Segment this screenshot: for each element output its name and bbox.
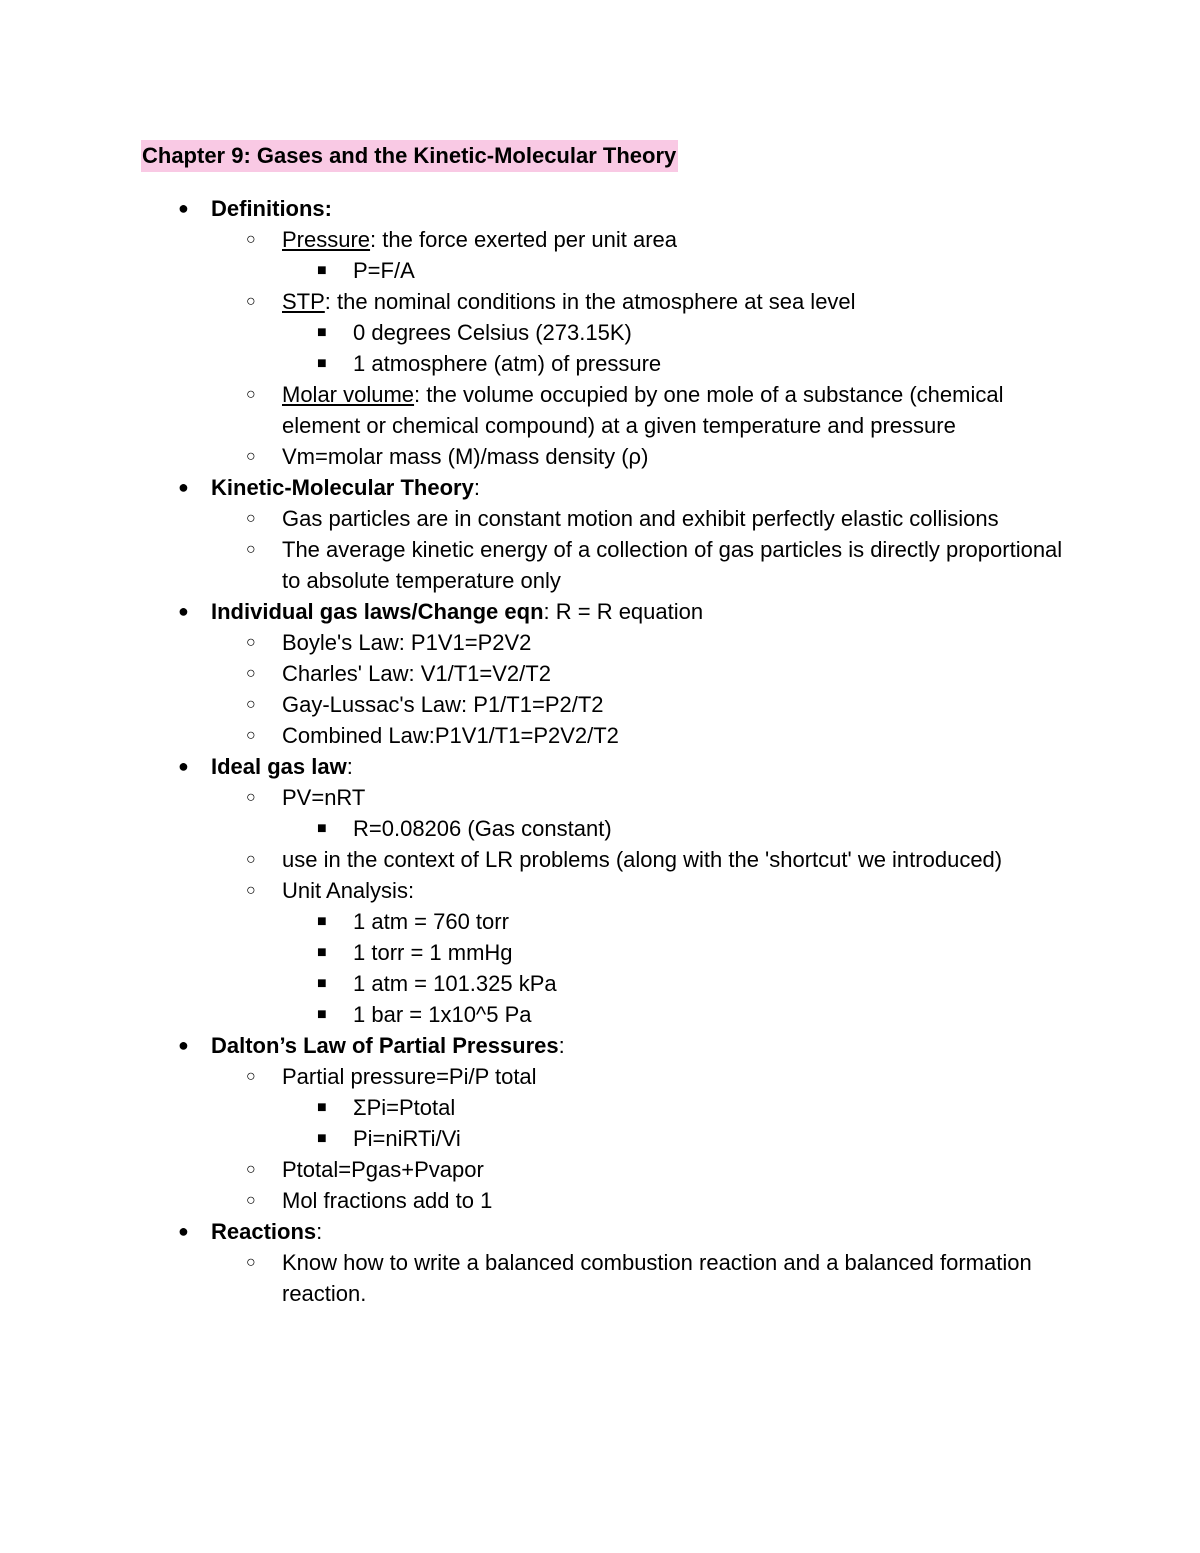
circle-bullet-icon: ○: [246, 386, 256, 403]
list-item: [0, 720, 1072, 751]
list-item: [0, 751, 1091, 782]
item-text: Mol fractions add to 1: [282, 1188, 493, 1213]
term: STP: [282, 289, 325, 314]
circle-bullet-icon: ○: [246, 696, 256, 713]
item-text: 1 atm = 760 torr: [353, 909, 509, 934]
bullet-icon: ●: [178, 601, 189, 621]
list-item: [0, 1247, 1072, 1309]
item-text: The average kinetic energy of a collection of gas particles is directly proportional to absolute temperature only: [282, 537, 1063, 593]
bullet-icon: ●: [178, 756, 189, 776]
heading-suffix: : R = R equation: [543, 599, 704, 624]
item-text: Partial pressure=Pi/P total: [282, 1064, 537, 1089]
list-item: [0, 1185, 1072, 1216]
list-item: [0, 534, 1072, 596]
list-item: [0, 1154, 1072, 1185]
circle-bullet-icon: ○: [246, 727, 256, 744]
item-text: Know how to write a balanced combustion reaction and a balanced formation reaction.: [282, 1250, 1032, 1306]
bullet-icon: ●: [178, 1035, 189, 1055]
list-item: [0, 1061, 1072, 1092]
circle-bullet-icon: ○: [246, 665, 256, 682]
section-heading: Ideal gas law: [211, 754, 347, 779]
formula-text: Ptotal=Pgas+Pvapor: [282, 1157, 484, 1182]
list-item: [0, 286, 1072, 317]
bullet-icon: ●: [178, 1221, 189, 1241]
item-text: 1 atm = 101.325 kPa: [353, 971, 557, 996]
list-item: [0, 689, 1072, 720]
list-item: [0, 968, 1073, 999]
section-heading: Kinetic-Molecular Theory: [211, 475, 474, 500]
definition-text: : the volume occupied by one mole of a substance (chemical element or chemical compound) at a given temperature and pressure: [282, 382, 1004, 438]
list-item: [0, 844, 1072, 875]
item-text: 1 torr = 1 mmHg: [353, 940, 513, 965]
page-title: Chapter 9: Gases and the Kinetic-Molecular Theory: [141, 140, 678, 172]
item-text: Combined Law:P1V1/T1=P2V2/T2: [282, 723, 619, 748]
square-bullet-icon: ■: [317, 1099, 327, 1116]
item-text: 1 bar = 1x10^5 Pa: [353, 1002, 532, 1027]
list-item: [0, 379, 1072, 441]
item-text: 0 degrees Celsius (273.15K): [353, 320, 632, 345]
heading-suffix: :: [316, 1219, 323, 1244]
section-heading: Reactions: [211, 1219, 317, 1244]
list-item: [0, 193, 1091, 224]
circle-bullet-icon: ○: [246, 1192, 256, 1209]
list-item: [0, 596, 1091, 627]
circle-bullet-icon: ○: [246, 882, 256, 899]
list-item: [0, 937, 1073, 968]
item-text: R=0.08206 (Gas constant): [353, 816, 612, 841]
circle-bullet-icon: ○: [246, 293, 256, 310]
formula-text: PV=nRT: [282, 785, 366, 810]
list-item: [0, 627, 1072, 658]
list-item: [0, 255, 1073, 286]
list-item: [0, 782, 1072, 813]
list-item: [0, 224, 1072, 255]
list-item: [0, 472, 1091, 503]
formula-text: Vm=molar mass (M)/mass density (ρ): [282, 444, 649, 469]
list-item: [0, 317, 1073, 348]
square-bullet-icon: ■: [317, 355, 327, 372]
list-item: [0, 441, 1072, 472]
heading-suffix: :: [558, 1033, 565, 1058]
item-text: Boyle's Law: P1V1=P2V2: [282, 630, 532, 655]
list-item: [0, 503, 1072, 534]
formula-text: Pi=niRTi/Vi: [353, 1126, 461, 1151]
list-item: [0, 348, 1073, 379]
circle-bullet-icon: ○: [246, 634, 256, 651]
list-item: [0, 813, 1073, 844]
circle-bullet-icon: ○: [246, 448, 256, 465]
definition-text: : the nominal conditions in the atmosphere at sea level: [324, 289, 856, 314]
list-item: [0, 1216, 1091, 1247]
list-item: [0, 999, 1073, 1030]
item-text: 1 atmosphere (atm) of pressure: [353, 351, 662, 376]
item-text: use in the context of LR problems (along with the 'shortcut' we introduced): [282, 847, 1003, 872]
term: Pressure: [282, 227, 371, 252]
square-bullet-icon: ■: [317, 820, 327, 837]
formula-text: ΣPi=Ptotal: [353, 1095, 456, 1120]
section-heading: Dalton’s Law of Partial Pressures: [211, 1033, 559, 1058]
list-item: [0, 658, 1072, 689]
list-item: [0, 875, 1072, 906]
square-bullet-icon: ■: [317, 1130, 327, 1147]
section-heading: Definitions:: [211, 196, 332, 221]
term: Molar volume: [282, 382, 415, 407]
formula-text: P=F/A: [353, 258, 415, 283]
bullet-icon: ●: [178, 198, 189, 218]
circle-bullet-icon: ○: [246, 1254, 256, 1271]
section-heading: Individual gas laws/Change eqn: [211, 599, 544, 624]
item-text: Charles' Law: V1/T1=V2/T2: [282, 661, 551, 686]
list-item: [0, 906, 1073, 937]
outline-list: [0, 193, 1200, 1309]
circle-bullet-icon: ○: [246, 541, 256, 558]
square-bullet-icon: ■: [317, 262, 327, 279]
bullet-icon: ●: [178, 477, 189, 497]
definition-text: : the force exerted per unit area: [370, 227, 678, 252]
square-bullet-icon: ■: [317, 1006, 327, 1023]
item-text: Unit Analysis:: [282, 878, 415, 903]
heading-suffix: :: [346, 754, 353, 779]
circle-bullet-icon: ○: [246, 851, 256, 868]
square-bullet-icon: ■: [317, 324, 327, 341]
circle-bullet-icon: ○: [246, 789, 256, 806]
circle-bullet-icon: ○: [246, 1068, 256, 1085]
heading-suffix: :: [473, 475, 480, 500]
circle-bullet-icon: ○: [246, 510, 256, 527]
square-bullet-icon: ■: [317, 975, 327, 992]
item-text: Gas particles are in constant motion and exhibit perfectly elastic collisions: [282, 506, 999, 531]
list-item: [0, 1092, 1073, 1123]
list-item: [0, 1030, 1091, 1061]
square-bullet-icon: ■: [317, 944, 327, 961]
list-item: [0, 1123, 1073, 1154]
item-text: Gay-Lussac's Law: P1/T1=P2/T2: [282, 692, 604, 717]
circle-bullet-icon: ○: [246, 1161, 256, 1178]
circle-bullet-icon: ○: [246, 231, 256, 248]
square-bullet-icon: ■: [317, 913, 327, 930]
